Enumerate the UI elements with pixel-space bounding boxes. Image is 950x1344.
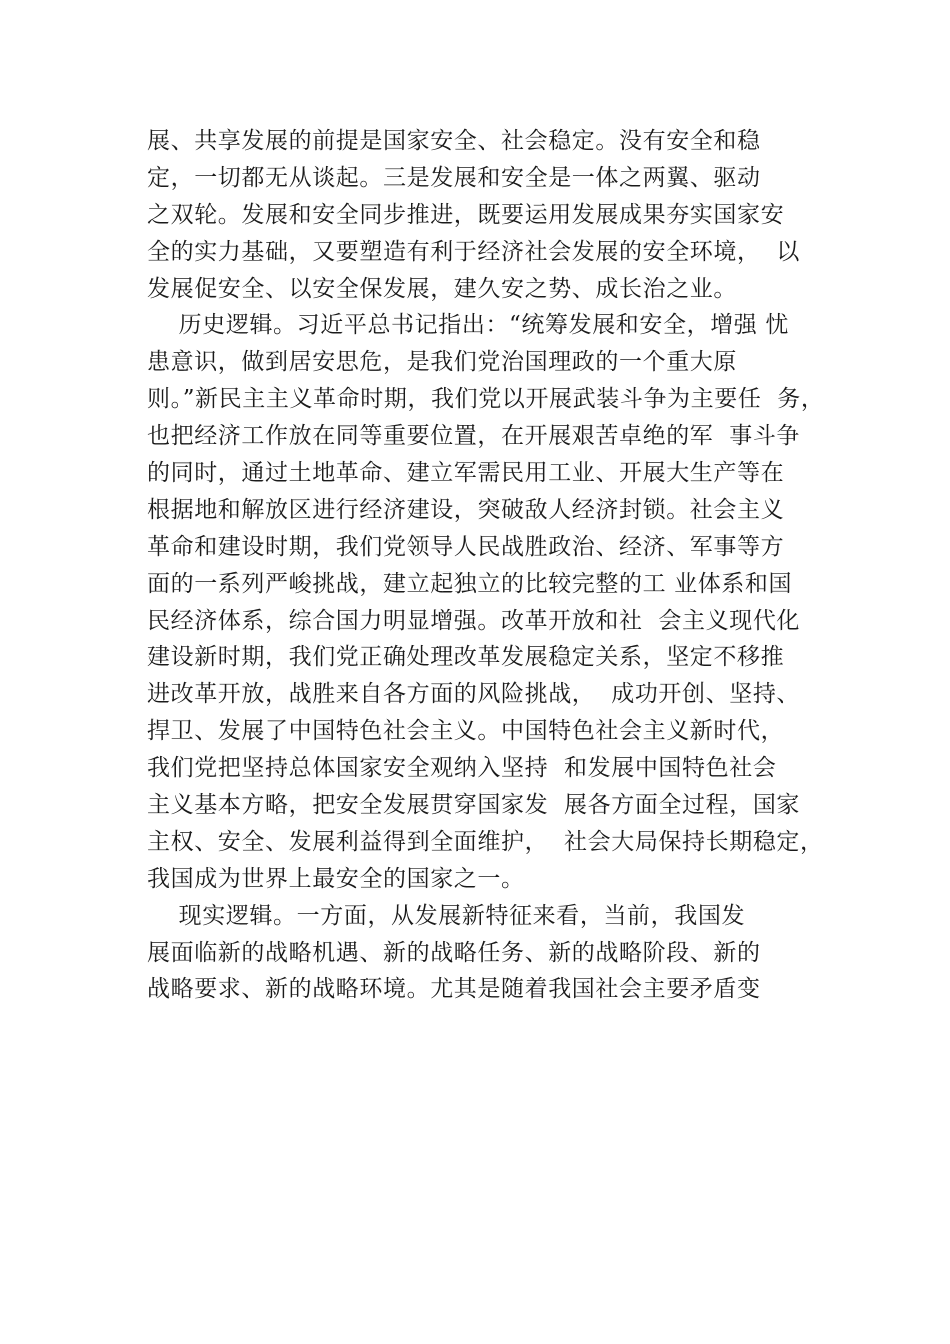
text-line: 则。”新民主主义革命时期，我们党以开展武装斗争为主要任 务， — [147, 386, 825, 413]
text-line: 历史逻辑。习近平总书记指出：“统筹发展和安全，增强 忧 — [147, 312, 789, 339]
body-text — [147, 123, 847, 1008]
text-line: 的同时，通过土地革命、建立军需民用工业、开展大生产等在 — [147, 460, 785, 487]
text-line: 革命和建设时期，我们党领导人民战胜政治、经济、军事等方 — [147, 533, 785, 560]
text-line: 展面临新的战略机遇、新的战略任务、新的战略阶段、新的 — [147, 939, 761, 966]
text-line: 也把经济工作放在同等重要位置，在开展艰苦卓绝的军 事斗争 — [147, 423, 801, 450]
text-line: 主权、安全、发展利益得到全面维护， 社会大局保持长期稳定， — [147, 828, 824, 855]
text-line: 进改革开放，战胜来自各方面的风险挑战， 成功开创、坚持、 — [147, 681, 801, 708]
text-line: 根据地和解放区进行经济建设，突破敌人经济封锁。社会主义 — [147, 496, 785, 523]
text-line: 民经济体系，综合国力明显增强。改革开放和社 会主义现代化 — [147, 607, 801, 634]
text-line: 建设新时期，我们党正确处理改革发展稳定关系，坚定不移推 — [147, 644, 785, 671]
text-line: 全的实力基础，又要塑造有利于经济社会发展的安全环境， 以 — [147, 238, 801, 265]
text-line: 我国成为世界上最安全的国家之一。 — [147, 865, 525, 892]
text-line: 战略要求、新的战略环境。尤其是随着我国社会主要矛盾变 — [147, 976, 761, 1003]
text-line: 我们党把坚持总体国家安全观纳入坚持 和发展中国特色社会 — [147, 755, 777, 782]
text-line: 面的一系列严峻挑战，建立起独立的比较完整的工 业体系和国 — [147, 570, 793, 597]
text-line: 之双轮。发展和安全同步推进，既要运用发展成果夯实国家安 — [147, 201, 785, 228]
text-line: 展、共享发展的前提是国家安全、社会稳定。没有安全和稳 — [147, 128, 761, 154]
text-line: 发展促安全、以安全保发展，建久安之势、成长治之业。 — [147, 275, 737, 302]
text-line: 患意识，做到居安思危，是我们党治国理政的一个重大原 — [147, 349, 737, 376]
text-line: 主义基本方略，把安全发展贯穿国家发 展各方面全过程，国家 — [147, 792, 801, 819]
text-line: 现实逻辑。一方面，从发展新特征来看，当前，我国发 — [147, 902, 746, 929]
text-line: 捍卫、发展了中国特色社会主义。中国特色社会主义新时代， — [147, 718, 785, 745]
text-line: 定，一切都无从谈起。三是发展和安全是一体之两翼、驱动 — [147, 164, 761, 191]
